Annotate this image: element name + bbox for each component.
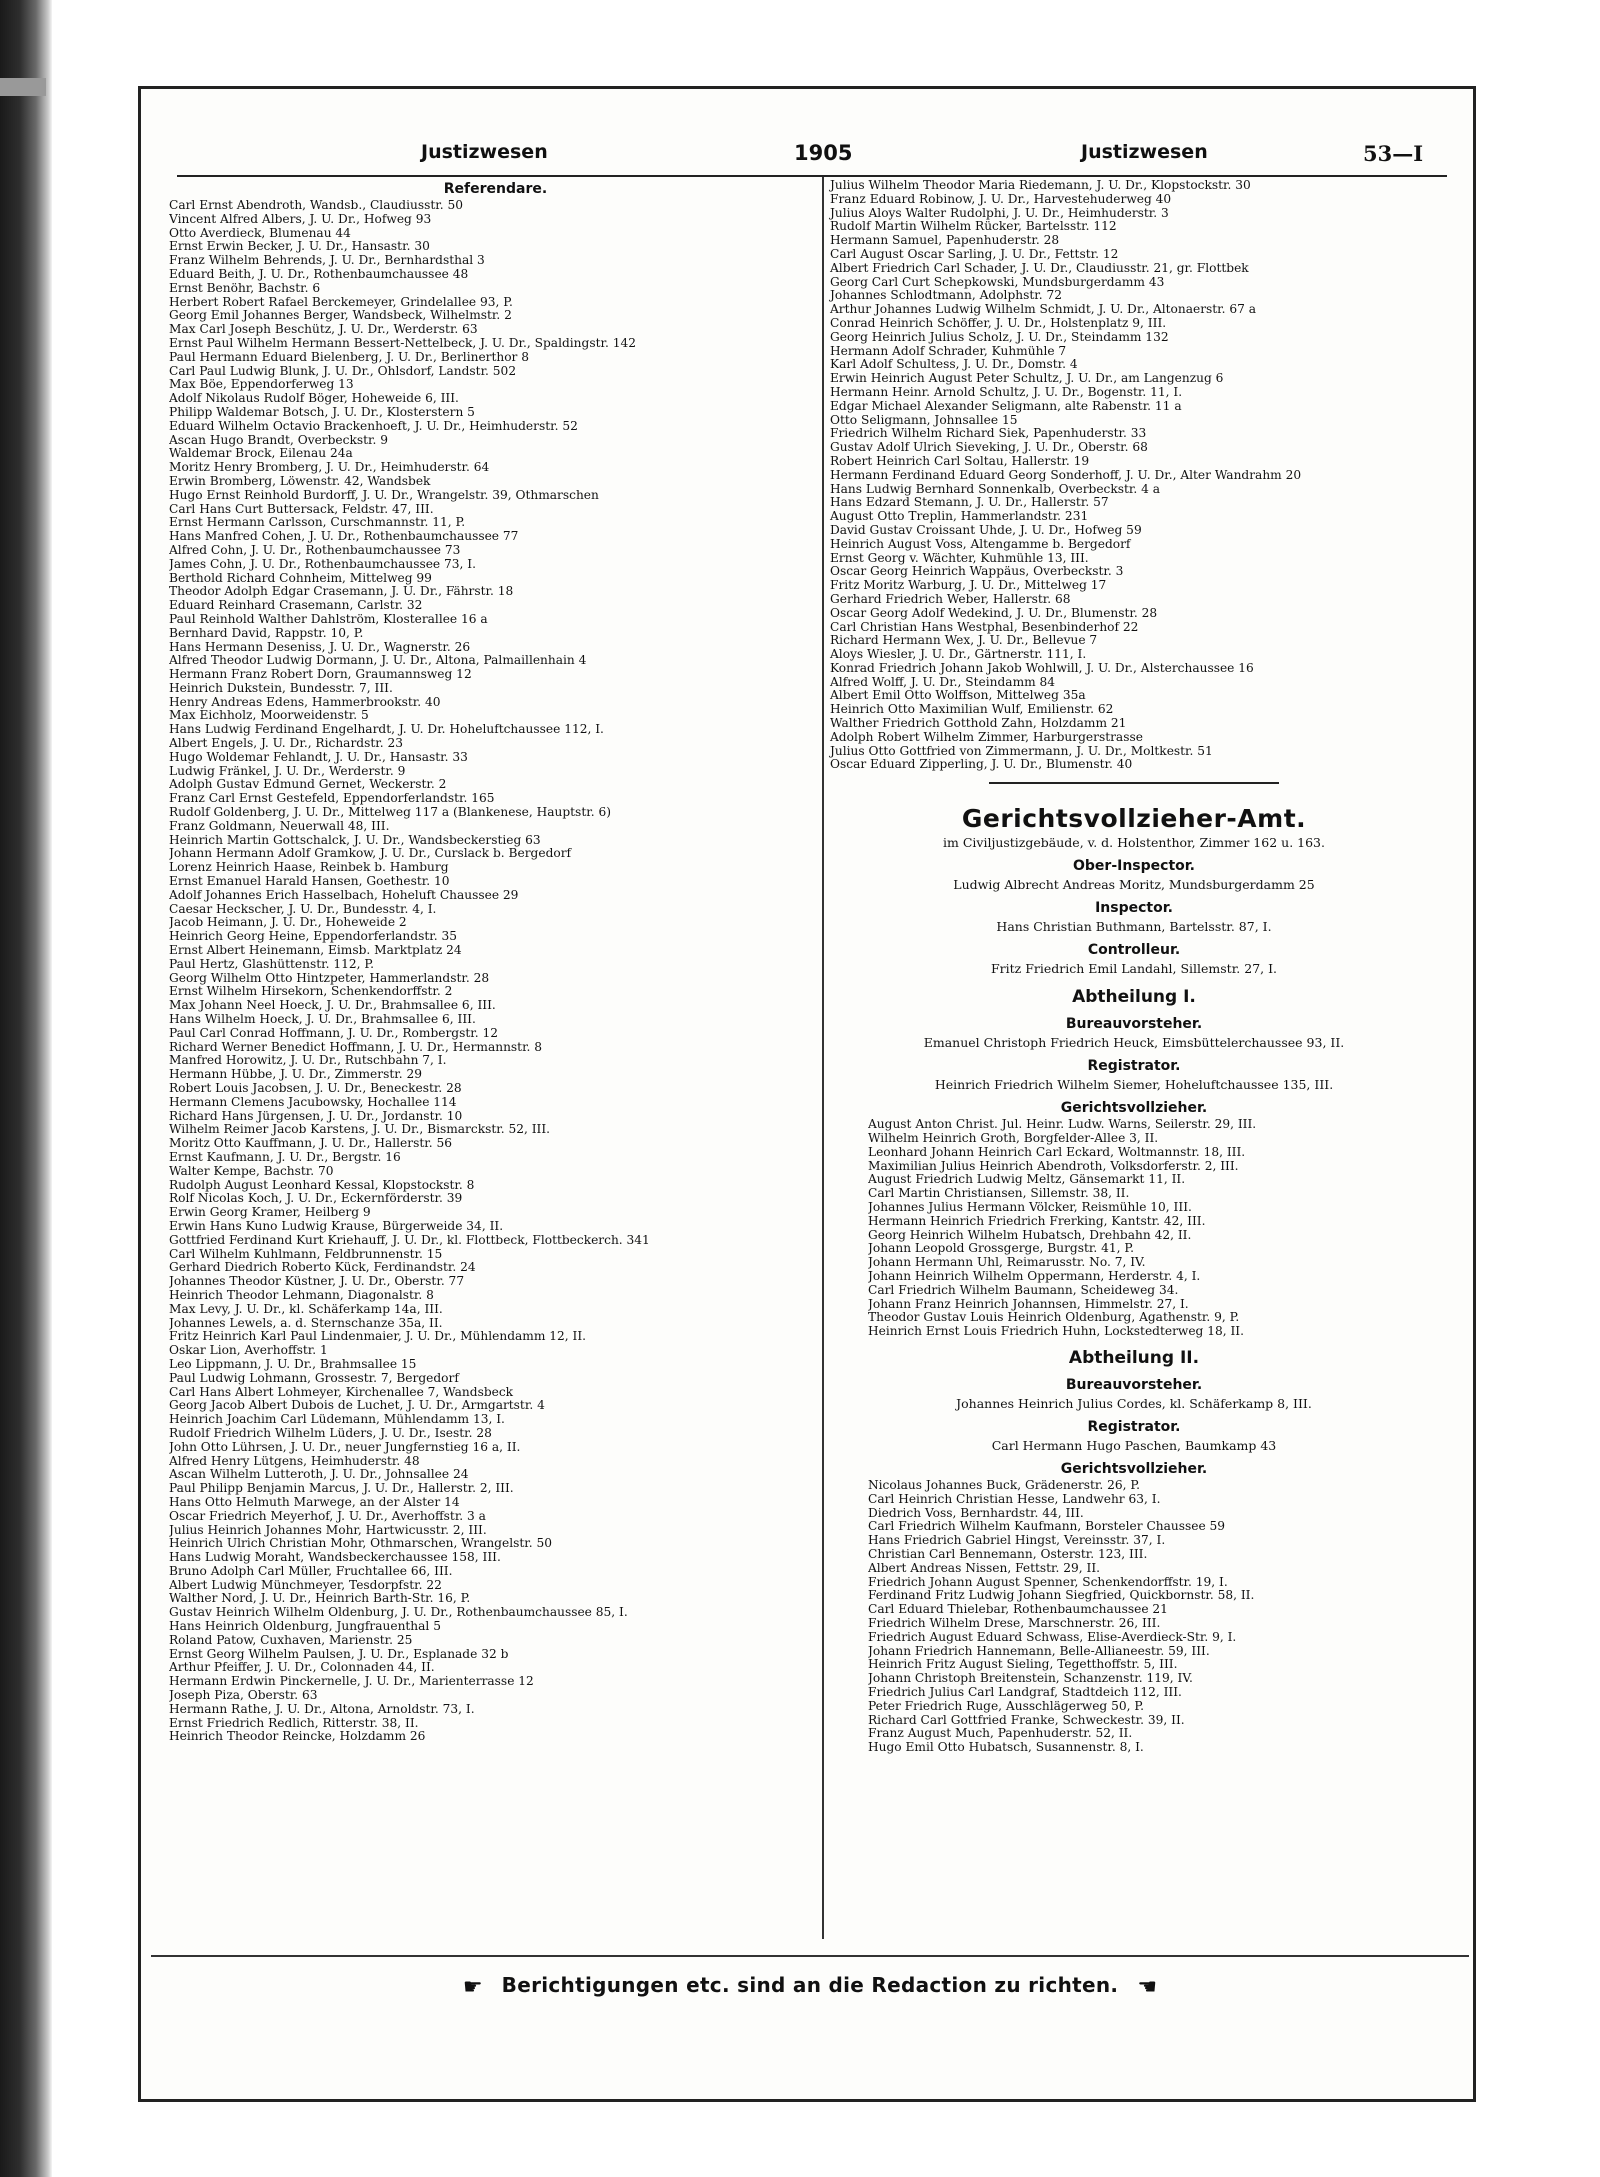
- referendar-entry: Julius Aloys Walter Rudolphi, J. U. Dr., Heimhuderstr. 3: [830, 206, 1169, 220]
- referendar-entry: Karl Adolf Schultess, J. U. Dr., Domstr. 4: [830, 358, 1078, 372]
- referendar-entry: Ernst Wilhelm Hirsekorn, Schenkendorffstr. 2: [169, 985, 453, 999]
- inspector-entry: Hans Christian Buthmann, Bartelsstr. 87, I.: [996, 919, 1272, 935]
- page-header: [141, 141, 1479, 173]
- referendar-entry: Heinrich Martin Gottschalck, J. U. Dr., Wandsbeckerstieg 63: [169, 833, 541, 847]
- pointing-hand-left-icon: ☚: [1137, 1975, 1158, 2000]
- referendare-list-left: [169, 199, 822, 1744]
- referendar-entry: Hans Ludwig Ferdinand Engelhardt, J. U. Dr. Hoheluftchaussee 112, I.: [169, 723, 604, 737]
- referendar-entry: Otto Seligmann, Johnsallee 15: [830, 413, 1018, 427]
- referendar-entry: Alfred Henry Lütgens, Heimhuderstr. 48: [169, 1454, 420, 1468]
- referendar-entry: August Otto Treplin, Hammerlandstr. 231: [830, 510, 1089, 524]
- referendar-entry: Heinrich Ulrich Christian Mohr, Othmarschen, Wrangelstr. 50: [169, 1537, 552, 1551]
- referendar-entry: Carl Christian Hans Westphal, Besenbinderhof 22: [830, 620, 1139, 634]
- referendar-entry: Berthold Richard Cohnheim, Mittelweg 99: [169, 571, 432, 585]
- referendar-entry: Philipp Waldemar Botsch, J. U. Dr., Klosterstern 5: [169, 405, 475, 419]
- referendar-entry: Ernst Paul Wilhelm Hermann Bessert-Nettelbeck, J. U. Dr., Spaldingstr. 142: [169, 336, 636, 350]
- referendar-entry: Johannes Lewels, a. d. Sternschanze 35a, II.: [169, 1316, 443, 1330]
- referendar-entry: Heinrich Georg Heine, Eppendorferlandstr. 35: [169, 930, 457, 944]
- referendar-entry: Ascan Wilhelm Lutteroth, J. U. Dr., Johnsallee 24: [169, 1468, 469, 1482]
- referendar-entry: Johannes Theodor Küstner, J. U. Dr., Oberstr. 77: [169, 1275, 465, 1289]
- referendar-entry: Franz Carl Ernst Gestefeld, Eppendorferlandstr. 165: [169, 792, 495, 806]
- referendar-entry: Hermann Samuel, Papenhuderstr. 28: [830, 234, 1060, 248]
- referendar-entry: Conrad Heinrich Schöffer, J. U. Dr., Holstenplatz 9, III.: [830, 316, 1167, 330]
- referendar-entry: Caesar Heckscher, J. U. Dr., Bundesstr. 4, I.: [169, 902, 437, 916]
- referendar-entry: Jacob Heimann, J. U. Dr., Hoheweide 2: [169, 916, 407, 930]
- referendar-entry: Paul Ludwig Lohmann, Grossestr. 7, Bergedorf: [169, 1371, 459, 1385]
- gerichtsvollzieher-entry: Ferdinand Fritz Ludwig Johann Siegfried, Quickbornstr. 58, II.: [868, 1589, 1255, 1603]
- referendar-entry: Gottfried Ferdinand Kurt Kriehauff, J. U. Dr., kl. Flottbeck, Flottbeckerch. 341: [169, 1233, 650, 1247]
- referendar-entry: Carl August Oscar Sarling, J. U. Dr., Fettstr. 12: [830, 247, 1119, 261]
- gerichtsvollzieher-entry: Theodor Gustav Louis Heinrich Oldenburg, Agathenstr. 9, P.: [868, 1311, 1240, 1325]
- referendar-entry: Konrad Friedrich Johann Jakob Wohlwill, J. U. Dr., Alsterchaussee 16: [830, 661, 1254, 675]
- referendar-entry: Paul Carl Conrad Hoffmann, J. U. Dr., Rombergstr. 12: [169, 1026, 498, 1040]
- referendar-entry: Robert Louis Jacobsen, J. U. Dr., Beneckestr. 28: [169, 1082, 462, 1095]
- referendar-entry: Joseph Piza, Oberstr. 63: [169, 1689, 318, 1703]
- referendar-entry: Hans Edzard Stemann, J. U. Dr., Hallerstr. 57: [830, 496, 1109, 510]
- gerichtsvollzieher-entry: Diedrich Voss, Bernhardstr. 44, III.: [868, 1506, 1084, 1520]
- referendar-entry: Ludwig Fränkel, J. U. Dr., Werderstr. 9: [169, 764, 406, 778]
- referendar-entry: Gustav Adolf Ulrich Sieveking, J. U. Dr., Oberstr. 68: [830, 441, 1148, 455]
- gerichtsvollzieher-entry: Franz August Much, Papenhuderstr. 52, II.: [868, 1727, 1133, 1741]
- gerichtsvollzieher-entry: Johann Franz Heinrich Johannsen, Himmelstr. 27, I.: [868, 1297, 1189, 1311]
- pointing-hand-right-icon: ☛: [462, 1975, 483, 2000]
- referendar-entry: Moritz Henry Bromberg, J. U. Dr., Heimhuderstr. 64: [169, 461, 490, 475]
- header-left-title: Justizwesen: [421, 141, 548, 163]
- referendar-entry: Rudolf Goldenberg, J. U. Dr., Mittelweg 117 a (Blankenese, Hauptstr. 6): [169, 806, 611, 820]
- gerichtsvollzieher-entry: Georg Heinrich Wilhelm Hubatsch, Drehbahn 42, II.: [868, 1228, 1192, 1242]
- header-right-title: Justizwesen: [1081, 141, 1208, 163]
- referendar-entry: Georg Carl Curt Schepkowski, Mundsburgerdamm 43: [830, 275, 1165, 289]
- referendar-entry: Albert Engels, J. U. Dr., Richardstr. 23: [169, 737, 403, 751]
- referendar-entry: Adolph Gustav Edmund Gernet, Weckerstr. 2: [169, 778, 447, 792]
- referendar-entry: Heinrich Dukstein, Bundesstr. 7, III.: [169, 681, 393, 695]
- referendar-entry: Johannes Schlodtmann, Adolphstr. 72: [830, 289, 1062, 303]
- referendar-entry: Hans Ludwig Moraht, Wandsbeckerchaussee 158, III.: [169, 1551, 501, 1565]
- controlleur-heading: Controlleur.: [1087, 942, 1181, 959]
- abt2-registrator-heading: Registrator.: [1087, 1419, 1181, 1436]
- referendar-entry: Ernst Benöhr, Bachstr. 6: [169, 281, 321, 295]
- referendar-entry: Hermann Adolf Schrader, Kuhmühle 7: [830, 344, 1067, 358]
- referendar-entry: Ernst Erwin Becker, J. U. Dr., Hansastr. 30: [169, 240, 430, 254]
- abt2-registrator-entry: Carl Hermann Hugo Paschen, Baumkamp 43: [991, 1438, 1277, 1454]
- referendar-entry: Ernst Georg Wilhelm Paulsen, J. U. Dr., Esplanade 32 b: [169, 1647, 509, 1661]
- referendar-entry: Hugo Woldemar Fehlandt, J. U. Dr., Hansastr. 33: [169, 750, 468, 764]
- directory-page: [138, 86, 1476, 2102]
- referendar-entry: Richard Hermann Wex, J. U. Dr., Bellevue 7: [830, 634, 1098, 648]
- referendar-entry: Adolf Nikolaus Rudolf Böger, Hoheweide 6, III.: [169, 392, 459, 406]
- gerichtsvollzieher-entry: Carl Heinrich Christian Hesse, Landwehr 63, I.: [868, 1492, 1161, 1506]
- referendar-entry: Oscar Georg Adolf Wedekind, J. U. Dr., Blumenstr. 28: [830, 606, 1158, 620]
- referendar-entry: Moritz Otto Kauffmann, J. U. Dr., Hallerstr. 56: [169, 1137, 452, 1151]
- referendar-entry: Alfred Cohn, J. U. Dr., Rothenbaumchaussee 73: [169, 543, 461, 557]
- referendar-entry: Oscar Georg Heinrich Wappäus, Overbeckstr. 3: [830, 565, 1124, 579]
- referendar-entry: Ernst Friedrich Redlich, Ritterstr. 38, II.: [169, 1716, 419, 1730]
- abtheilung-2-heading: Abtheilung II.: [1068, 1348, 1200, 1369]
- referendar-entry: Hans Heinrich Oldenburg, Jungfrauenthal 5: [169, 1620, 441, 1634]
- abt1-bureauvorsteher-heading: Bureauvorsteher.: [1065, 1016, 1203, 1033]
- footer-rule: [151, 1955, 1469, 1957]
- gerichtsvollzieher-entry: Maximilian Julius Heinrich Abendroth, Volksdorferstr. 2, III.: [868, 1159, 1239, 1173]
- referendar-entry: Rudolf Friedrich Wilhelm Lüders, J. U. Dr., Isestr. 28: [169, 1426, 492, 1440]
- referendar-entry: Hans Otto Helmuth Marwege, an der Alster 14: [169, 1495, 460, 1509]
- referendar-entry: Erwin Georg Kramer, Heilberg 9: [169, 1206, 371, 1220]
- abtheilung-1-heading: Abtheilung I.: [1072, 987, 1196, 1008]
- gerichtsvollzieher-entry: Friedrich Julius Carl Landgraf, Stadtdeich 112, III.: [868, 1685, 1182, 1699]
- referendar-entry: Walther Nord, J. U. Dr., Heinrich Barth-Str. 16, P.: [169, 1592, 471, 1606]
- referendar-entry: Carl Hans Curt Buttersack, Feldstr. 47, III.: [169, 502, 434, 516]
- referendar-entry: Manfred Horowitz, J. U. Dr., Rutschbahn 7, I.: [169, 1054, 447, 1068]
- referendar-entry: Hermann Ferdinand Eduard Georg Sonderhoff, J. U. Dr., Alter Wandrahm 20: [830, 468, 1302, 482]
- referendar-entry: Fritz Moritz Warburg, J. U. Dr., Mittelweg 17: [830, 579, 1107, 593]
- referendar-entry: Max Carl Joseph Beschütz, J. U. Dr., Werderstr. 63: [169, 323, 478, 337]
- referendar-entry: Carl Ernst Abendroth, Wandsb., Claudiusstr. 50: [169, 199, 464, 212]
- gerichtsvollzieher-entry: Carl Friedrich Wilhelm Baumann, Scheideweg 34.: [868, 1283, 1179, 1297]
- header-year: 1905: [794, 141, 853, 165]
- abt1-gerichtsvollzieher-heading: Gerichtsvollzieher.: [1060, 1100, 1208, 1117]
- referendar-entry: Paul Philipp Benjamin Marcus, J. U. Dr., Hallerstr. 2, III.: [169, 1482, 514, 1496]
- gerichtsvollzieher-entry: Peter Friedrich Ruge, Ausschlägerweg 50, P.: [868, 1699, 1144, 1713]
- referendar-entry: Georg Wilhelm Otto Hintzpeter, Hammerlandstr. 28: [169, 971, 490, 985]
- inspector-heading: Inspector.: [1095, 900, 1173, 917]
- referendar-entry: Heinrich August Voss, Altengamme b. Bergedorf: [830, 537, 1131, 551]
- gerichtsvollzieher-entry: Heinrich Fritz August Sieling, Tegetthoffstr. 5, III.: [868, 1658, 1178, 1672]
- ober-inspector-entry: Ludwig Albrecht Andreas Moritz, Mundsburgerdamm 25: [953, 877, 1315, 893]
- referendar-entry: Ernst Emanuel Harald Hansen, Goethestr. 10: [169, 875, 450, 889]
- gerichtsvollzieher-entry: Johannes Julius Hermann Völcker, Reismühle 10, III.: [868, 1201, 1192, 1215]
- gerichtsvollzieher-entry: Heinrich Ernst Louis Friedrich Huhn, Lockstedterweg 18, II.: [868, 1325, 1244, 1339]
- gerichtsvollzieher-entry: Friedrich Johann August Spenner, Schenkendorffstr. 19, I.: [868, 1575, 1228, 1589]
- referendar-entry: James Cohn, J. U. Dr., Rothenbaumchaussee 73, I.: [169, 557, 476, 571]
- referendar-entry: Georg Heinrich Julius Scholz, J. U. Dr., Steindamm 132: [830, 330, 1169, 344]
- referendar-entry: Carl Wilhelm Kuhlmann, Feldbrunnenstr. 15: [169, 1247, 443, 1261]
- referendar-entry: Heinrich Joachim Carl Lüdemann, Mühlendamm 13, I.: [169, 1413, 505, 1427]
- referendar-entry: Rolf Nicolas Koch, J. U. Dr., Eckernförderstr. 39: [169, 1192, 463, 1206]
- referendar-entry: Waldemar Brock, Eilenau 24a: [169, 447, 353, 461]
- spine-tab: [0, 78, 46, 96]
- page-number: 53—I: [1363, 141, 1424, 166]
- gerichtsvollzieher-entry: Johann Hermann Uhl, Reimarusstr. No. 7, IV.: [868, 1256, 1146, 1270]
- ober-inspector-heading: Ober-Inspector.: [1073, 858, 1195, 875]
- gerichtsvollzieher-entry: Hugo Emil Otto Hubatsch, Susannenstr. 8, I.: [868, 1741, 1144, 1755]
- referendar-entry: Julius Otto Gottfried von Zimmermann, J. U. Dr., Moltkestr. 51: [830, 744, 1213, 758]
- referendar-entry: Theodor Adolph Edgar Crasemann, J. U. Dr., Fährstr. 18: [169, 585, 514, 599]
- referendar-entry: Alfred Wolff, J. U. Dr., Steindamm 84: [830, 675, 1056, 689]
- referendar-entry: Oskar Lion, Averhoffstr. 1: [169, 1344, 328, 1358]
- referendar-entry: Arthur Pfeiffer, J. U. Dr., Colonnaden 44, II.: [169, 1661, 435, 1675]
- referendar-entry: Carl Hans Albert Lohmeyer, Kirchenallee 7, Wandsbeck: [169, 1385, 514, 1399]
- gerichtsvollzieher-entry: August Friedrich Ludwig Meltz, Gänsemarkt 11, II.: [868, 1173, 1186, 1187]
- referendar-entry: Adolph Robert Wilhelm Zimmer, Harburgerstrasse: [830, 730, 1143, 744]
- referendar-entry: Eduard Beith, J. U. Dr., Rothenbaumchaussee 48: [169, 267, 469, 281]
- referendar-entry: Heinrich Otto Maximilian Wulf, Emilienstr. 62: [830, 703, 1114, 717]
- gerichtsvollzieher-entry: Richard Carl Gottfried Franke, Schweckestr. 39, II.: [868, 1713, 1185, 1727]
- referendar-entry: Hermann Heinr. Arnold Schultz, J. U. Dr., Bogenstr. 11, I.: [830, 385, 1183, 399]
- gerichtsvollzieher-entry: Carl Eduard Thielebar, Rothenbaumchaussee 21: [868, 1603, 1168, 1617]
- referendar-entry: Johann Hermann Adolf Gramkow, J. U. Dr., Curslack b. Bergedorf: [169, 847, 572, 861]
- left-column: [169, 179, 822, 1939]
- referendar-entry: Ernst Georg v. Wächter, Kuhmühle 13, III.: [830, 551, 1089, 565]
- referendar-entry: Julius Wilhelm Theodor Maria Riedemann, J. U. Dr., Klopstockstr. 30: [830, 179, 1251, 192]
- referendar-entry: Gustav Heinrich Wilhelm Oldenburg, J. U. Dr., Rothenbaumchaussee 85, I.: [169, 1606, 628, 1620]
- referendar-entry: Hermann Clemens Jacubowsky, Hochallee 114: [169, 1095, 457, 1109]
- referendar-entry: Georg Jacob Albert Dubois de Luchet, J. U. Dr., Armgartstr. 4: [169, 1399, 545, 1413]
- referendar-entry: Heinrich Theodor Reincke, Holzdamm 26: [169, 1730, 426, 1744]
- referendar-entry: Edgar Michael Alexander Seligmann, alte Rabenstr. 11 a: [830, 399, 1182, 413]
- referendar-entry: Fritz Heinrich Karl Paul Lindenmaier, J. U. Dr., Mühlendamm 12, II.: [169, 1330, 587, 1344]
- gerichtsvollzieher-entry: Nicolaus Johannes Buck, Grädenerstr. 26, P.: [868, 1479, 1140, 1493]
- gerichtsvollzieher-entry: Albert Andreas Nissen, Fettstr. 29, II.: [868, 1561, 1101, 1575]
- gerichtsvollzieher-entry: Carl Friedrich Wilhelm Kaufmann, Borsteler Chaussee 59: [868, 1520, 1226, 1534]
- referendar-entry: Ascan Hugo Brandt, Overbeckstr. 9: [169, 433, 388, 447]
- referendar-entry: Georg Emil Johannes Berger, Wandsbeck, Wilhelmstr. 2: [169, 309, 512, 323]
- column-divider: [822, 177, 824, 1939]
- referendar-entry: Otto Averdieck, Blumenau 44: [169, 226, 351, 240]
- gerichtsvollzieher-amt-title: Gerichtsvollzieher-Amt.: [961, 804, 1307, 834]
- referendar-entry: Hans Ludwig Bernhard Sonnenkalb, Overbeckstr. 4 a: [830, 482, 1161, 496]
- referendare-list-right: [824, 179, 1444, 772]
- gerichtsvollzieher-entry: Friedrich August Eduard Schwass, Elise-Averdieck-Str. 9, I.: [868, 1630, 1237, 1644]
- referendar-entry: Albert Friedrich Carl Schader, J. U. Dr., Claudiusstr. 21, gr. Flottbek: [830, 261, 1249, 275]
- header-rule: [177, 175, 1447, 177]
- right-column: [822, 179, 1444, 1939]
- referendar-entry: Bernhard David, Rappstr. 10, P.: [169, 626, 364, 640]
- gerichtsvollzieher-entry: Friedrich Wilhelm Drese, Marschnerstr. 26, III.: [868, 1616, 1161, 1630]
- referendar-entry: Walter Kempe, Bachstr. 70: [169, 1164, 334, 1178]
- page-footer: [141, 1973, 1479, 2000]
- referendar-entry: Max Böe, Eppendorferweg 13: [169, 378, 354, 392]
- referendar-entry: Alfred Theodor Ludwig Dormann, J. U. Dr., Altona, Palmaillenhain 4: [169, 654, 587, 668]
- referendar-entry: Friedrich Wilhelm Richard Siek, Papenhuderstr. 33: [830, 427, 1147, 441]
- referendar-entry: Hermann Rathe, J. U. Dr., Altona, Arnoldstr. 73, I.: [169, 1702, 475, 1716]
- referendar-entry: Max Eichholz, Moorweidenstr. 5: [169, 709, 369, 723]
- abt2-bureauvorsteher-heading: Bureauvorsteher.: [1065, 1377, 1203, 1394]
- referendar-entry: Hermann Erdwin Pinckernelle, J. U. Dr., Marienterrasse 12: [169, 1675, 534, 1689]
- referendar-entry: Hermann Hübbe, J. U. Dr., Zimmerstr. 29: [169, 1068, 422, 1082]
- referendar-entry: Franz Eduard Robinow, J. U. Dr., Harvestehuderweg 40: [830, 192, 1172, 206]
- referendar-entry: Erwin Hans Kuno Ludwig Krause, Bürgerweide 34, II.: [169, 1219, 504, 1233]
- referendar-entry: Julius Heinrich Johannes Mohr, Hartwicusstr. 2, III.: [169, 1523, 487, 1537]
- referendar-entry: Erwin Heinrich August Peter Schultz, J. U. Dr., am Langenzug 6: [830, 372, 1224, 386]
- referendar-entry: Heinrich Theodor Lehmann, Diagonalstr. 8: [169, 1288, 434, 1302]
- gerichtsvollzieher-entry: Leonhard Johann Heinrich Carl Eckard, Woltmannstr. 18, III.: [868, 1145, 1246, 1159]
- gerichtsvollzieher-entry: Wilhelm Heinrich Groth, Borgfelder-Allee 3, II.: [868, 1132, 1159, 1146]
- referendar-entry: Max Levy, J. U. Dr., kl. Schäferkamp 14a, III.: [169, 1302, 443, 1316]
- referendar-entry: Oscar Friedrich Meyerhof, J. U. Dr., Averhoffstr. 3 a: [169, 1509, 486, 1523]
- referendar-entry: Paul Hermann Eduard Bielenberg, J. U. Dr., Berlinerthor 8: [169, 350, 530, 364]
- gerichtsvollzieher-entry: Hermann Heinrich Friedrich Frerking, Kantstr. 42, III.: [868, 1214, 1206, 1228]
- gerichtsvollzieher-entry: Christian Carl Bennemann, Osterstr. 123, III.: [868, 1548, 1148, 1561]
- referendar-entry: Richard Hans Jürgensen, J. U. Dr., Jordanstr. 10: [169, 1109, 463, 1123]
- referendar-entry: Walther Friedrich Gotthold Zahn, Holzdamm 21: [830, 717, 1127, 731]
- referendar-entry: Adolf Johannes Erich Hasselbach, Hoheluft Chaussee 29: [169, 888, 519, 902]
- book-spine: [0, 0, 52, 2177]
- gerichtsvollzieher-entry: Hans Friedrich Gabriel Hingst, Vereinsstr. 37, I.: [868, 1534, 1166, 1548]
- controlleur-entry: Fritz Friedrich Emil Landahl, Sillemstr. 27, I.: [990, 961, 1278, 977]
- referendar-entry: Lorenz Heinrich Haase, Reinbek b. Hamburg: [169, 861, 449, 875]
- referendar-entry: Ernst Hermann Carlsson, Curschmannstr. 11, P.: [169, 516, 466, 530]
- abt1-registrator-entry: Heinrich Friedrich Wilhelm Siemer, Hoheluftchaussee 135, III.: [934, 1077, 1334, 1093]
- referendar-entry: Vincent Alfred Albers, J. U. Dr., Hofweg 93: [169, 212, 432, 226]
- referendar-entry: Hermann Franz Robert Dorn, Graumannsweg 12: [169, 668, 472, 682]
- section-divider: [989, 782, 1279, 784]
- referendar-entry: Max Johann Neel Hoeck, J. U. Dr., Brahmsallee 6, III.: [169, 999, 496, 1013]
- gerichtsvollzieher-entry: Johann Heinrich Wilhelm Oppermann, Herderstr. 4, I.: [868, 1270, 1201, 1284]
- referendar-entry: Aloys Wiesler, J. U. Dr., Gärtnerstr. 111, I.: [830, 648, 1087, 662]
- referendar-entry: Roland Patow, Cuxhaven, Marienstr. 25: [169, 1633, 413, 1647]
- referendar-entry: Carl Paul Ludwig Blunk, J. U. Dr., Ohlsdorf, Landstr. 502: [169, 364, 517, 378]
- referendar-entry: Hugo Ernst Reinhold Burdorff, J. U. Dr., Wrangelstr. 39, Othmarschen: [169, 488, 599, 502]
- referendar-entry: Wilhelm Reimer Jacob Karstens, J. U. Dr., Bismarckstr. 52, III.: [169, 1123, 551, 1137]
- referendare-heading: Referendare.: [443, 181, 548, 197]
- referendar-entry: Hans Wilhelm Hoeck, J. U. Dr., Brahmsallee 6, III.: [169, 1013, 476, 1027]
- abt1-registrator-heading: Registrator.: [1087, 1058, 1181, 1075]
- referendar-entry: John Otto Lührsen, J. U. Dr., neuer Jungfernstieg 16 a, II.: [169, 1440, 521, 1454]
- referendar-entry: Herbert Robert Rafael Berckemeyer, Grindelallee 93, P.: [169, 295, 513, 309]
- gerichtsvollzieher-entry: Johann Friedrich Hannemann, Belle-Allianeestr. 59, III.: [868, 1644, 1210, 1658]
- abt2-gerichtsvollzieher-list: [824, 1479, 1444, 1755]
- referendar-entry: Robert Heinrich Carl Soltau, Hallerstr. 19: [830, 454, 1090, 468]
- referendar-entry: Richard Werner Benedict Hoffmann, J. U. Dr., Hermannstr. 8: [169, 1040, 543, 1054]
- abt2-bureauvorsteher-entry: Johannes Heinrich Julius Cordes, kl. Schäferkamp 8, III.: [956, 1396, 1312, 1412]
- referendar-entry: Rudolph August Leonhard Kessal, Klopstockstr. 8: [169, 1178, 475, 1192]
- amt-location: im Civiljustizgebäude, v. d. Holstenthor, Zimmer 162 u. 163.: [943, 835, 1325, 851]
- referendar-entry: Franz Goldmann, Neuerwall 48, III.: [169, 819, 390, 833]
- gerichtsvollzieher-entry: August Anton Christ. Jul. Heinr. Ludw. Warns, Seilerstr. 29, III.: [868, 1118, 1257, 1132]
- gerichtsvollzieher-entry: Johann Christoph Breitenstein, Schanzenstr. 119, IV.: [868, 1672, 1193, 1686]
- referendar-entry: Gerhard Friedrich Weber, Hallerstr. 68: [830, 592, 1071, 606]
- footer-notice: Berichtigungen etc. sind an die Redaction zu richten.: [501, 1973, 1119, 1997]
- referendar-entry: Oscar Eduard Zipperling, J. U. Dr., Blumenstr. 40: [830, 758, 1133, 772]
- referendar-entry: Rudolf Martin Wilhelm Rücker, Bartelsstr. 112: [830, 220, 1117, 234]
- referendar-entry: Eduard Wilhelm Octavio Brackenhoeft, J. U. Dr., Heimhuderstr. 52: [169, 419, 578, 433]
- abt2-gerichtsvollzieher-heading: Gerichtsvollzieher.: [1060, 1461, 1208, 1478]
- abt1-gerichtsvollzieher-list: [824, 1118, 1444, 1339]
- referendar-entry: Erwin Bromberg, Löwenstr. 42, Wandsbek: [169, 474, 431, 488]
- referendar-entry: Henry Andreas Edens, Hammerbrookstr. 40: [169, 695, 441, 709]
- referendar-entry: Ernst Albert Heinemann, Eimsb. Marktplatz 24: [169, 944, 462, 958]
- referendar-entry: Leo Lippmann, J. U. Dr., Brahmsallee 15: [169, 1357, 417, 1371]
- gerichtsvollzieher-entry: Carl Martin Christiansen, Sillemstr. 38, II.: [868, 1187, 1130, 1201]
- referendar-entry: Hans Manfred Cohen, J. U. Dr., Rothenbaumchaussee 77: [169, 530, 519, 544]
- referendar-entry: Hans Hermann Deseniss, J. U. Dr., Wagnerstr. 26: [169, 640, 471, 654]
- referendar-entry: Albert Ludwig Münchmeyer, Tesdorpfstr. 22: [169, 1578, 442, 1592]
- referendar-entry: Bruno Adolph Carl Müller, Fruchtallee 66, III.: [169, 1564, 453, 1578]
- referendar-entry: Paul Hertz, Glashüttenstr. 112, P.: [169, 957, 374, 971]
- gerichtsvollzieher-entry: Johann Leopold Grossgerge, Burgstr. 41, P.: [868, 1242, 1134, 1256]
- referendar-entry: Gerhard Diedrich Roberto Kück, Ferdinandstr. 24: [169, 1261, 476, 1275]
- abt1-bureauvorsteher-entry: Emanuel Christoph Friedrich Heuck, Eimsbüttelerchaussee 93, II.: [923, 1035, 1345, 1051]
- referendar-entry: Paul Reinhold Walther Dahlström, Klosterallee 16 a: [169, 612, 488, 626]
- referendar-entry: Eduard Reinhard Crasemann, Carlstr. 32: [169, 599, 423, 613]
- referendar-entry: Arthur Johannes Ludwig Wilhelm Schmidt, J. U. Dr., Altonaerstr. 67 a: [830, 303, 1257, 317]
- referendar-entry: Ernst Kaufmann, J. U. Dr., Bergstr. 16: [169, 1150, 401, 1164]
- referendar-entry: Franz Wilhelm Behrends, J. U. Dr., Bernhardsthal 3: [169, 254, 485, 268]
- referendar-entry: Albert Emil Otto Wolffson, Mittelweg 35a: [830, 689, 1086, 703]
- referendar-entry: David Gustav Croissant Uhde, J. U. Dr., Hofweg 59: [830, 523, 1142, 537]
